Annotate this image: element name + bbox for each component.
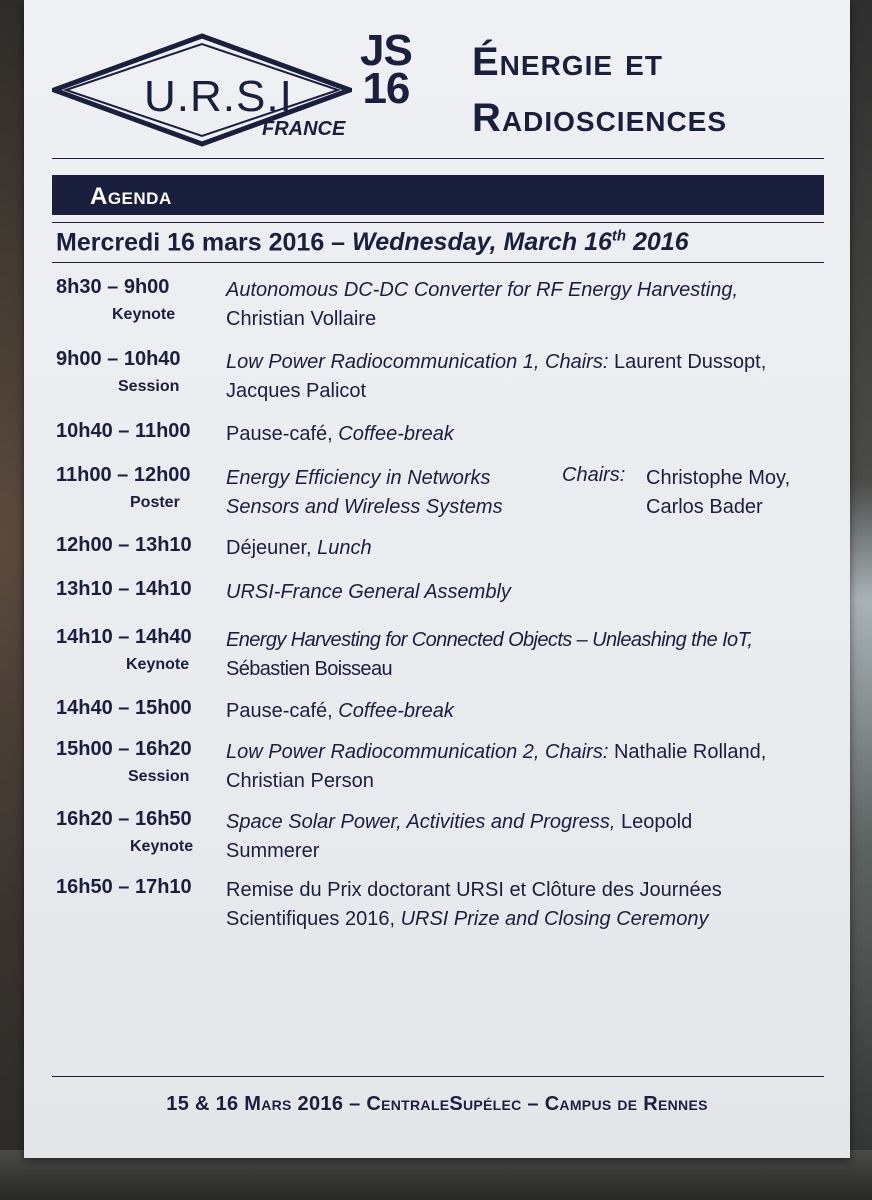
session-type: Keynote	[126, 656, 190, 673]
session-description: URSI-France General Assembly	[226, 581, 511, 603]
divider	[52, 222, 824, 223]
time-slot: 16h50 – 17h10	[56, 876, 192, 898]
session-description: Low Power Radiocommunication 1, Chairs: Laurent Dussopt, Jacques Palicot	[226, 351, 767, 402]
time-slot: 14h10 – 14h40	[56, 626, 192, 648]
ursi-logo	[52, 32, 352, 150]
divider	[52, 158, 824, 159]
session-description: Low Power Radiocommunication 2, Chairs: Nathalie Rolland, Christian Person	[226, 741, 767, 792]
date-heading	[56, 228, 689, 257]
event-code-line1: JS	[360, 26, 412, 75]
session-description: Space Solar Power, Activities and Progress, Leopold Summerer	[226, 811, 693, 862]
date-english: Wednesday, March 16th 2016	[352, 228, 689, 257]
session-type: Session	[128, 768, 190, 785]
session-description: Energy Efficiency in Networks Sensors and Wireless Systems	[226, 467, 503, 518]
event-code	[360, 26, 412, 113]
time-slot: 16h20 – 16h50	[56, 808, 192, 830]
page-title	[472, 34, 727, 146]
time-slot: 12h00 – 13h10	[56, 534, 192, 556]
time-slot: 15h00 – 16h20	[56, 738, 192, 760]
logo-text: U.R.S.I.	[144, 72, 307, 121]
time-slot: 8h30 – 9h00	[56, 276, 170, 298]
time-slot: 14h40 – 15h00	[56, 697, 192, 719]
session-description: Pause-café, Coffee-break	[226, 423, 454, 445]
divider	[52, 262, 824, 263]
background-left	[0, 0, 26, 1200]
title-line1: Énergie et	[472, 40, 663, 84]
session-type: Keynote	[112, 306, 176, 323]
time-slot: 11h00 – 12h00	[56, 464, 191, 486]
footer-venue: 15 & 16 Mars 2016 – CentraleSupélec – Campus de Rennes	[166, 1093, 708, 1115]
session-description: Remise du Prix doctorant URSI et Clôture des Journées Scientifiques 2016, URSI Prize and Closing Ceremony	[226, 879, 722, 930]
session-description: Energy Harvesting for Connected Objects – Unleashing the IoT, Sébastien Boisseau	[226, 629, 753, 680]
time-slot: 13h10 – 14h10	[56, 578, 192, 600]
session-type: Poster	[130, 494, 180, 511]
title-line2: Radiosciences	[472, 96, 728, 140]
time-slot: 10h40 – 11h00	[56, 420, 191, 442]
session-description: Autonomous DC-DC Converter for RF Energy Harvesting, Christian Vollaire	[226, 279, 739, 330]
divider	[52, 1076, 824, 1077]
session-description: Déjeuner, Lunch	[226, 537, 372, 559]
agenda-bar	[52, 175, 824, 215]
agenda-label: Agenda	[90, 183, 172, 210]
chairs-names: Christophe Moy, Carlos Bader	[646, 467, 791, 518]
time-slot: 9h00 – 10h40	[56, 348, 181, 370]
session-description: Pause-café, Coffee-break	[226, 700, 454, 722]
agenda-poster	[24, 0, 850, 1158]
session-type: Keynote	[130, 838, 194, 855]
event-code-line2: 16	[362, 64, 410, 113]
date-french: Mercredi 16 mars 2016 –	[56, 228, 353, 257]
chairs-label: Chairs:	[562, 464, 626, 486]
session-type: Session	[118, 378, 180, 395]
logo-subtitle: FRANCE	[262, 118, 346, 140]
